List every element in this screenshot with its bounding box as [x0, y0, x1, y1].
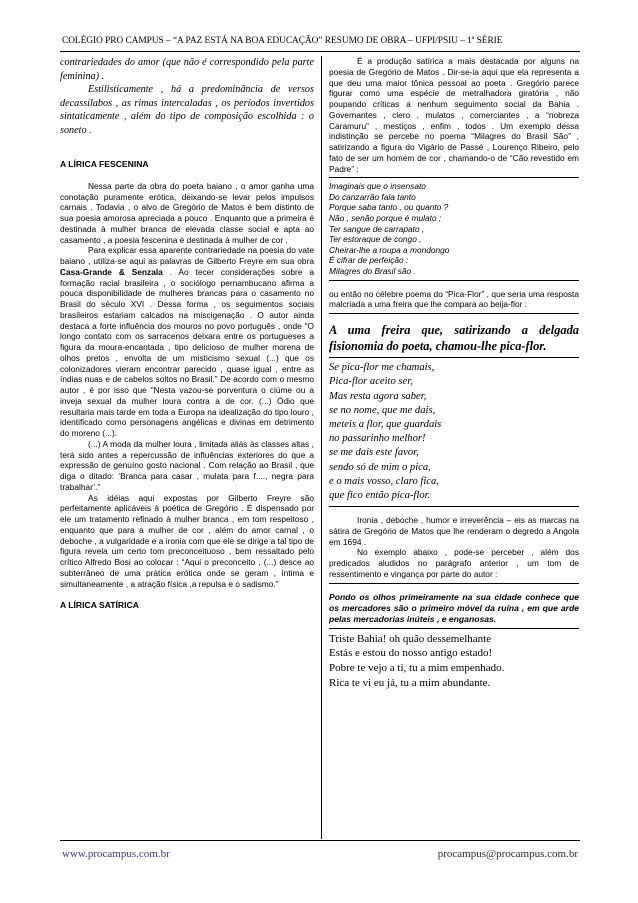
verse-block-triste-bahia [329, 632, 579, 691]
verse-line: e o mais vosso, claro fica, [329, 475, 439, 487]
section-title-fescenina: A LÍRICA FESCENINA [60, 159, 149, 170]
verse-line: Estás e estou do nosso antigo estado! [329, 647, 493, 660]
left-column [60, 56, 314, 836]
intro-text: contrariedades do amor (que não é correspondido pela parte feminina) . [60, 57, 314, 82]
verse-line: Mas resta agora saber, [329, 390, 427, 402]
poem-rule [329, 506, 579, 507]
verse-line: Não , senão porque é mulato ; [329, 213, 442, 224]
paragraph-text: Para explicar essa aparente contrariedade na poesia do vate baiano , utiliza-se aqui as palavras de Gilberto Freyre em sua obra [60, 245, 314, 267]
verse-line: se me dais este favor, [329, 447, 419, 459]
paragraph: Nessa parte da obra do poeta baiano , o amor ganha uma conotação puramente erótica, deixando-se levar pelos impulsos carnais . Todavia , o alvo de Gregório de Matos é bem distinto de sua poesia amorosa apreciada a pouco . Enquanto que a primeira é destinada à mulher branca de elevada classe social e apta ao casamento , a poesia fescenina é destinada à mulher de cor . [60, 180, 314, 245]
paragraph: As idéias aqui expostas por Gilberto Freyre são perfeitamente aplicáveis à poética de Gregório . É dispensado por ele um tratamento refinado à mulher branca , em tom respeitoso , enquanto que para a mulher de cor , além do amor carnal , o deboche , a vulgaridade e a ironia com que ele se dirige a tal tipo de figura revela um certo tom preconceituoso , bem ressaltado pelo crítico Alfredo Bosi ao colocar : “Aqui o preconceito , (...) desce ao subterrâneo de uma prática erótica onde se geram , íntima e simultaneamente , a atração física ,a repulsa e o sadismo.” [60, 492, 314, 589]
poem-caption: Pondo os olhos primeiramente na sua cidade conhece que os mercadores são o primeiro móvel da ruína , em que arde pelas mercadorias inúteis , e enganosas. [329, 591, 579, 624]
verse-line: meteis a flor, que guardais [329, 418, 442, 430]
verse-line: Do canzarrão fala tanto [329, 191, 416, 202]
header-rule [60, 51, 580, 52]
paragraph: (...) A moda da mulher loura , limitada aliás às classes altas , terá sido antes a repercussão de influências exteriores do que a expressão de genuíno gosto nacional . Com relação ao Brasil , que diga o ditado: ‘Branca para casar , mulata para f...., negra para trabalhar’.” [60, 438, 314, 492]
verse-line: Milagres do Brasil são . [329, 266, 416, 276]
verse-line: É cifrar de perfeição : [329, 255, 409, 266]
poem-rule [329, 313, 579, 314]
verse-line: Ter sangue de carrapato , [329, 223, 425, 234]
verse-line: Imaginais que o insensato [329, 181, 426, 192]
footer-rule [60, 840, 580, 841]
section-title-satirica: A LÍRICA SATÍRICA [60, 600, 139, 611]
verse-line: sendo só de mim o pica, [329, 461, 431, 473]
right-column [329, 56, 579, 836]
footer-email[interactable]: procampus@procampus.com.br [437, 848, 578, 860]
poem-title: A uma freira que, satirizando a delgada fisionomia do poeta, chamou-lhe pica-flor. [329, 323, 579, 354]
paragraph-text: . Ao tecer considerações sobre a formação racial brasileira , o sociólogo pernambucano afirma a pouca disponibilidade de mulheres brancas para o casamento no Brasil do século XVI . Dessa forma , os seguimentos sociais brasileiros estariam calcados na miscigenação . O autor ainda destaca a forte influência dos mouros no povo português , onde “O longo contato com os sarracenos deixara entre os portugueses a figura da moura-encantada , tipo delicioso de mulher morena de olhos pretos , envolta de um misticismo sexual (...) que os colonizadores vieram encontrar parecido , quase igual , entre as índias nuas e de cabelos soltos no Brasil.” De acordo com o mesmo autor , é por isso que “Nesta vazou-se porventura o ciúme ou a inveja sexual da mulher loura contra a de cor. (...) Ódio que resultaria mais tarde em toda a Europa na idealização do tipo louro , identificado como personagens angélicas e divinas em detrimento do moreno (...). [60, 266, 314, 439]
spacer [60, 170, 314, 181]
verse-line: Triste Bahia! oh quão dessemelhante [329, 632, 492, 645]
verse-line: no passarinho melhor! [329, 433, 426, 445]
verse-block-milagres [329, 181, 579, 276]
spacer [60, 148, 314, 159]
spacer [60, 138, 314, 149]
page-header: COLÉGIO PRO CAMPUS – “A PAZ ESTÁ NA BOA EDUCAÇÃO” RESUMO DE OBRA – UFPI/PSIU – 1ª SÉRIE [62, 36, 503, 46]
verse-line: Se pica-flor me chamais, [329, 362, 435, 374]
poem-rule [329, 583, 579, 584]
verse-line: Rica te vi eu já, tu a mim abundante. [329, 677, 491, 690]
column-divider [321, 56, 322, 839]
verse-block-pica-flor [329, 361, 579, 503]
paragraph: No exemplo abaixo , pode-se perceber , além dos predicados aludidos no parágrafo anterior , um tom de ressentimento e vingança por parte do autor : [329, 547, 579, 579]
poem-rule [329, 628, 579, 629]
verse-line: Ter estoraque de congo , [329, 234, 422, 245]
verse-line: se no nome, que me dais, [329, 404, 436, 416]
book-title: Casa-Grande & Senzala [60, 266, 163, 277]
stylistic-paragraph: Estilisticamente , há a predominância de versos decassílabos , as rimas intercaladas , os períodos invertidos sintaticamente , além do tipo de composição escolhida : o soneto . [60, 84, 314, 136]
footer-website-link[interactable]: www.procampus.com.br [62, 848, 170, 860]
paragraph: É a produção satírica a mais destacada por alguns na poesia de Gregório de Matos . Dir-se-ia aqui que ela representa a que deu uma maior tônica pessoal ao poeta . Gregório parece figurar como uma espécie de metralhadora giratória , não poupando críticas a nenhum seguimento social da Bahia . Governantes , clero , mulatos , comerciantes , a “nobreza Caramuru” , mestiços , enfim , todos . Um exemplo dessa indistinção se percebe no poema “Milagres do Brasil São” , satirizando a figura do Vigário de Passé , Lourenço Ribeiro, pelo fato de ser um homem de cor , chamando-o de “Cão revestido em Padre” : [329, 56, 579, 174]
poem-rule [329, 357, 579, 358]
spacer [60, 589, 314, 600]
verse-line: Cheirar-lhe a roupa a mondongo [329, 244, 450, 255]
poem-rule [329, 280, 579, 281]
paragraph: Ironia , deboche , humor e irreverência – eis as marcas na sátira de Gregório de Matos que lhe renderam o degredo a Angola em 1694 . [329, 515, 579, 547]
paragraph-freyre [60, 245, 314, 439]
verse-line: Pobre te vejo a ti, tu a mim empenhado. [329, 662, 505, 675]
poem-rule [329, 177, 579, 178]
verse-line: Pica-flor aceito ser, [329, 376, 413, 388]
verse-line: que fico então pica-flor. [329, 489, 431, 501]
paragraph: ou então no célebre poema do “Pica-Flor” , que seria uma resposta malcriada a uma freira que lhe compara ao beija-flor : [329, 288, 579, 310]
verse-line: Porque saba tanto , ou quanto ? [329, 202, 449, 213]
